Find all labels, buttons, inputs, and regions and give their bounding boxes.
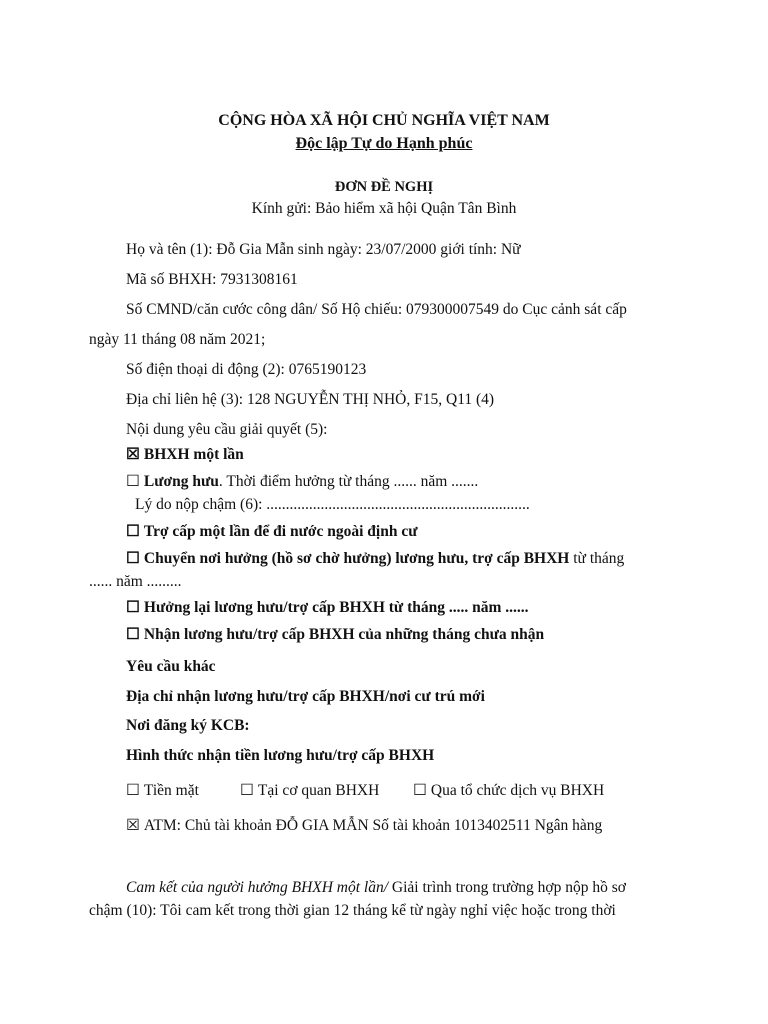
option-transfer-detail: từ tháng [569, 550, 625, 567]
option-transfer-label: Chuyển nơi hưởng (hồ sơ chờ hưởng) lương hưu, trợ cấp BHXH [143, 550, 570, 567]
checked-box-icon: ☒ [126, 446, 140, 463]
option-abroad-label: Trợ cấp một lần để đi nước ngoài định cư [143, 523, 418, 540]
option-transfer [126, 549, 624, 569]
name-line: Họ và tên (1): Đỗ Gia Mẫn sinh ngày: 23/07/2000 giới tính: Nữ [126, 241, 521, 258]
option-resume-label: Hưởng lại lương hưu/trợ cấp BHXH từ tháng ..... năm ...... [143, 599, 529, 616]
recipient-line: Kính gửi: Bảo hiểm xã hội Quận Tân Bình [251, 200, 517, 217]
unchecked-box-icon: ☐ [126, 626, 140, 643]
bhxh-number-line: Mã số BHXH: 7931308161 [126, 271, 298, 288]
commitment-rest: Giải trình trong trường hợp nộp hồ sơ [388, 879, 626, 896]
unchecked-box-icon: ☐ [126, 550, 140, 567]
checked-box-icon: ☒ [126, 817, 140, 834]
unchecked-box-icon: ☐ [126, 782, 140, 799]
payment-method-heading: Hình thức nhận tiền lương hưu/trợ cấp BHXH [126, 747, 435, 764]
new-address-heading: Địa chỉ nhận lương hưu/trợ cấp BHXH/nơi cư trú mới [126, 688, 485, 705]
payment-cash-option [126, 781, 199, 801]
payment-service-option [413, 781, 604, 801]
commitment-line-2: chậm (10): Tôi cam kết trong thời gian 12 tháng kể từ ngày nghỉ việc hoặc trong thời [89, 902, 616, 919]
option-resume [126, 598, 529, 618]
option-transfer-continuation: ...... năm ......... [89, 573, 182, 590]
unchecked-box-icon: ☐ [240, 782, 254, 799]
option-unreceived-label: Nhận lương hưu/trợ cấp BHXH của những tháng chưa nhận [143, 626, 545, 643]
address-line: Địa chỉ liên hệ (3): 128 NGUYỄN THỊ NHỎ, F15, Q11 (4) [126, 391, 495, 408]
payment-office-label: Tại cơ quan BHXH [257, 782, 380, 799]
kcb-heading: Nơi đăng ký KCB: [126, 717, 250, 734]
commitment-italic: Cam kết của người hưởng BHXH một lần/ [126, 879, 389, 896]
payment-cash-label: Tiền mặt [143, 782, 199, 799]
option-pension-detail: . Thời điểm hưởng từ tháng ...... năm ....... [218, 473, 479, 490]
unchecked-box-icon: ☐ [126, 599, 140, 616]
option-one-time-label: BHXH một lần [143, 446, 244, 463]
unchecked-box-icon: ☐ [413, 782, 427, 799]
option-pension [126, 472, 478, 492]
payment-office-option [240, 781, 379, 801]
phone-line: Số điện thoại di động (2): 0765190123 [126, 361, 367, 378]
id-line-1: Số CMND/căn cước công dân/ Số Hộ chiếu: 079300007549 do Cục cảnh sát cấp [126, 301, 627, 318]
id-line-2: ngày 11 tháng 08 năm 2021; [89, 331, 266, 348]
motto-heading: Độc lập Tự do Hạnh phúc [295, 135, 473, 152]
payment-atm-option [126, 816, 602, 836]
late-reason-line: Lý do nộp chậm (6): .................................................................... [135, 496, 530, 513]
option-abroad [126, 522, 418, 542]
option-one-time [126, 445, 244, 465]
payment-service-label: Qua tổ chức dịch vụ BHXH [430, 782, 605, 799]
unchecked-box-icon: ☐ [126, 473, 140, 490]
option-unreceived [126, 625, 544, 645]
other-requests-heading: Yêu cầu khác [126, 658, 216, 675]
request-line: Nội dung yêu cầu giải quyết (5): [126, 421, 328, 438]
payment-atm-label: ATM: Chủ tài khoản ĐỖ GIA MẪN Số tài khoản 1013402511 Ngân hàng [143, 817, 603, 834]
country-heading: CỘNG HÒA XÃ HỘI CHỦ NGHĨA VIỆT NAM [218, 112, 550, 129]
unchecked-box-icon: ☐ [126, 523, 140, 540]
form-title: ĐƠN ĐỀ NGHỊ [334, 179, 434, 195]
commitment-line-1 [126, 878, 626, 898]
option-pension-label: Lương hưu [143, 473, 219, 490]
